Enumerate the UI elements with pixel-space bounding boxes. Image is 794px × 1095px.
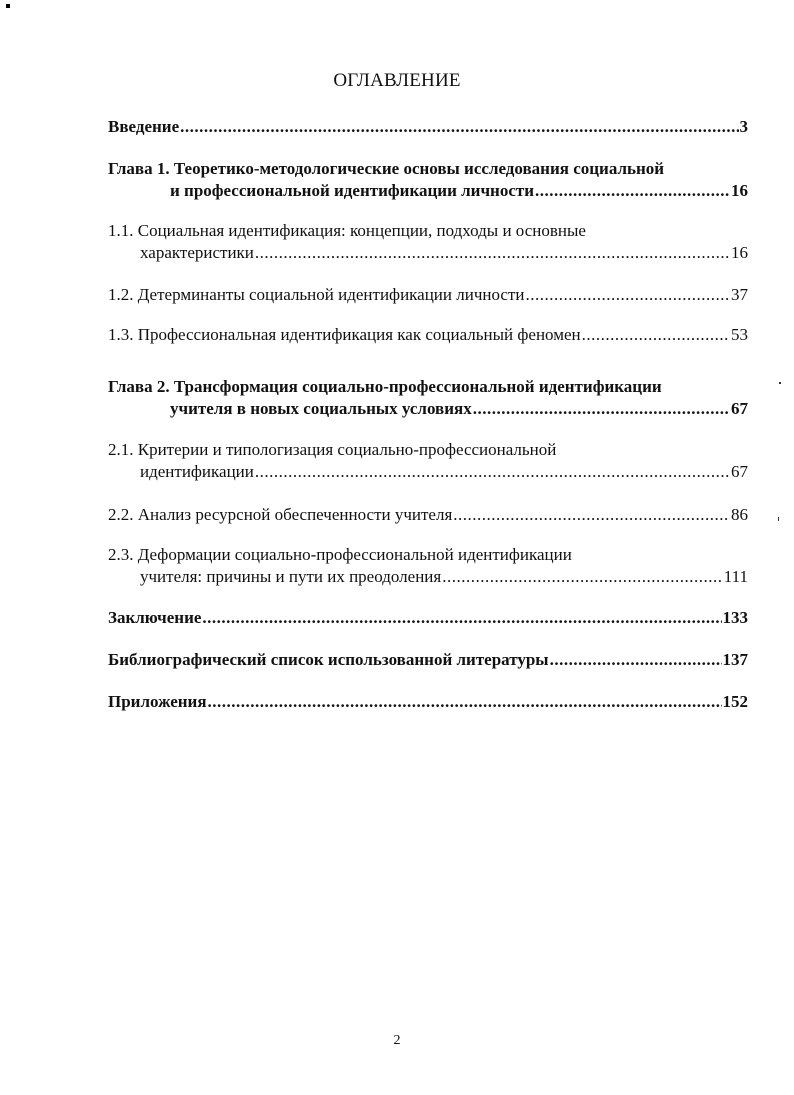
toc-page-number: 16	[731, 243, 748, 262]
toc-page-number: 3	[739, 117, 748, 136]
toc-entry-title: Глава 1. Теоретико-методологические основы исследования социальной	[108, 159, 665, 178]
toc-entry-title: Введение	[108, 117, 180, 136]
leader-dots	[535, 180, 730, 202]
scan-speck	[779, 382, 781, 384]
toc-page-number: 53	[731, 325, 748, 344]
toc-entry-section-2-2[interactable]	[108, 504, 748, 526]
leader-dots	[473, 398, 730, 420]
leader-dots	[550, 649, 722, 671]
scan-speck	[778, 517, 779, 521]
toc-entry-title: 2.3. Деформации социально-профессиональной идентификации	[108, 545, 572, 564]
toc-entry-title-cont: учителя в новых социальных условиях	[170, 399, 472, 418]
toc-entry-title-cont: учителя: причины и пути их преодоления	[140, 567, 442, 586]
leader-dots	[442, 566, 723, 588]
leader-dots	[255, 242, 730, 264]
leader-dots	[180, 116, 738, 138]
toc-entry-title: Заключение	[108, 608, 202, 627]
toc-entry-appendices[interactable]	[108, 691, 748, 713]
scan-speck	[6, 4, 10, 8]
toc-page-number: 67	[731, 462, 748, 481]
toc-page-number: 86	[731, 505, 748, 524]
toc-entry-section-2-1[interactable]	[108, 439, 748, 483]
toc-entry-title: Приложения	[108, 692, 207, 711]
toc-entry-title: 1.1. Социальная идентификация: концепции, подходы и основные	[108, 221, 586, 240]
toc-page-number: 137	[722, 650, 748, 669]
leader-dots	[255, 461, 730, 483]
leader-dots	[202, 607, 721, 629]
leader-dots	[582, 324, 730, 346]
toc-entry-chapter-2[interactable]	[108, 376, 748, 420]
toc-entry-title: 1.3. Профессиональная идентификация как социальный феномен	[108, 325, 581, 344]
toc-entry-title: 1.2. Детерминанты социальной идентификации личности	[108, 285, 525, 304]
toc-entry-bibliography[interactable]	[108, 649, 748, 671]
toc-entry-section-1-2[interactable]	[108, 284, 748, 306]
toc-page-number: 16	[731, 181, 748, 200]
toc-page-number: 37	[731, 285, 748, 304]
toc-entry-title-cont: идентификации	[140, 462, 254, 481]
toc-page-number: 133	[722, 608, 748, 627]
toc-entry-title: 2.1. Критерии и типологизация социально-профессиональной	[108, 440, 557, 459]
leader-dots	[453, 504, 730, 526]
leader-dots	[208, 691, 722, 713]
toc-entry-conclusion[interactable]	[108, 607, 748, 629]
page-title: ОГЛАВЛЕНИЕ	[333, 70, 461, 91]
toc-entry-section-1-3[interactable]	[108, 324, 748, 346]
page-number: 2	[393, 1033, 401, 1048]
leader-dots	[525, 284, 730, 306]
toc-page-number: 111	[723, 567, 748, 586]
toc-entry-title-cont: характеристики	[140, 243, 254, 262]
toc-page-number: 152	[722, 692, 748, 711]
toc-entry-chapter-1[interactable]	[108, 158, 748, 202]
toc-entry-title-cont: и профессиональной идентификации личности	[170, 181, 535, 200]
toc-entry-title: Библиографический список использованной литературы	[108, 650, 549, 669]
toc-entry-title: Глава 2. Трансформация социально-профессиональной идентификации	[108, 377, 662, 396]
toc-page-number: 67	[731, 399, 748, 418]
toc-entry-section-1-1[interactable]	[108, 220, 748, 264]
toc-entry-title: 2.2. Анализ ресурсной обеспеченности учителя	[108, 505, 453, 524]
toc-entry-introduction[interactable]	[108, 116, 748, 138]
toc-entry-section-2-3[interactable]	[108, 544, 748, 588]
